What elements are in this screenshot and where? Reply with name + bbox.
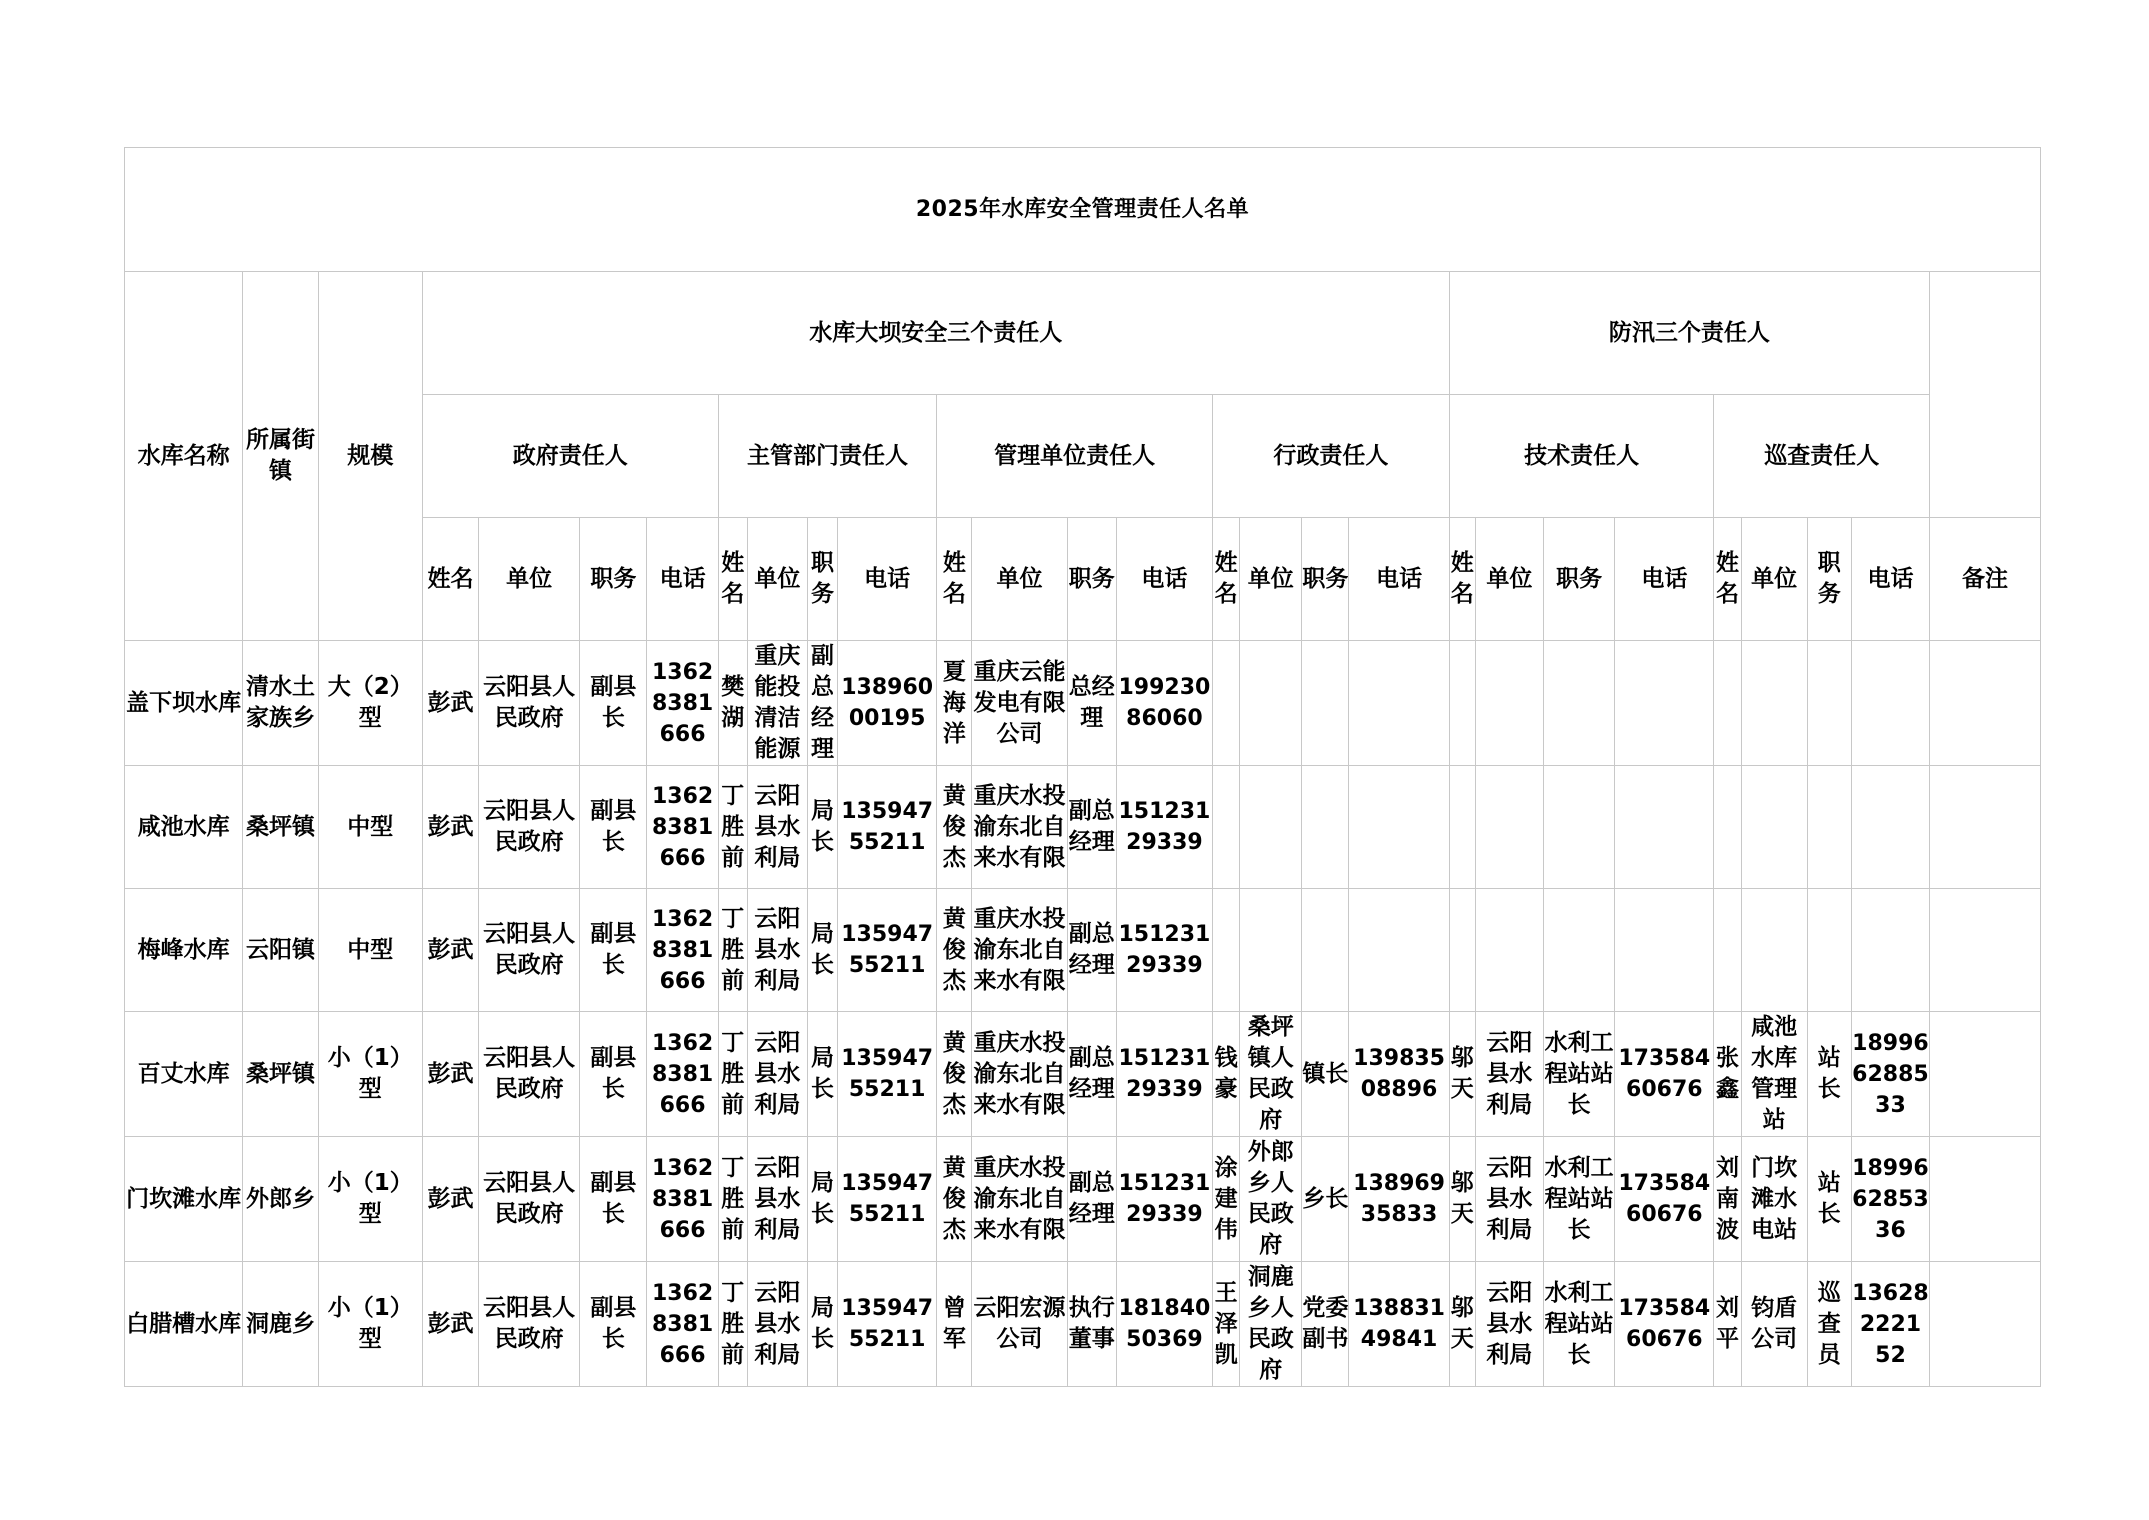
mgmt-post-cell: 副总经理 [1067,1137,1116,1262]
patrol-phone-cell [1851,889,1929,1012]
mgmt-name-cell: 黄俊杰 [937,766,972,889]
dept-name-cell: 丁胜前 [718,1262,747,1387]
tech-phone-cell: 17358460676 [1615,1012,1714,1137]
town-cell: 外郎乡 [243,1137,318,1262]
gov-post-cell: 副县长 [580,766,647,889]
patrol-post-cell [1807,641,1851,766]
tech-name-cell: 邬天 [1449,1262,1475,1387]
admin-name-cell: 钱豪 [1213,1012,1240,1137]
mgmt-phone-cell: 15123129339 [1116,766,1212,889]
tech-name-cell [1449,766,1475,889]
dept-phone-cell: 13594755211 [838,1137,937,1262]
header-dept: 主管部门责任人 [718,395,937,518]
gov-name-cell: 彭武 [422,889,478,1012]
mgmt-unit-cell: 重庆水投渝东北自来水有限 [972,766,1067,889]
dept-unit-cell: 重庆能投清洁能源 [747,641,807,766]
dept-unit-cell: 云阳县水利局 [747,766,807,889]
mgmt-phone-cell: 19923086060 [1116,641,1212,766]
header-tech: 技术责任人 [1449,395,1714,518]
patrol-phone-cell: 136282221 52 [1851,1262,1929,1387]
admin-post-cell [1302,641,1349,766]
table-row [125,889,2041,1012]
dept-phone-cell: 13594755211 [838,889,937,1012]
gov-phone-cell: 13628381666 [647,1262,718,1387]
tech-name-cell: 邬天 [1449,1137,1475,1262]
mgmt-phone-cell: 18184050369 [1116,1262,1212,1387]
mgmt-post-cell: 副总经理 [1067,889,1116,1012]
reservoir-name-cell: 梅峰水库 [125,889,243,1012]
dept-name-cell: 樊湖 [718,641,747,766]
table-row [125,1262,2041,1387]
patrol-unit-cell: 钧盾公司 [1741,1262,1807,1387]
admin-post-cell [1302,766,1349,889]
patrol-unit-cell [1741,889,1807,1012]
patrol-name-cell: 张鑫 [1714,1012,1741,1137]
reservoir-name-cell: 咸池水库 [125,766,243,889]
header-admin-unit: 单位 [1240,518,1302,641]
tech-unit-cell [1475,766,1543,889]
tech-phone-cell [1615,641,1714,766]
admin-unit-cell: 桑坪镇人民政府 [1240,1012,1302,1137]
scale-cell: 小（1）型 [318,1262,422,1387]
patrol-post-cell [1807,889,1851,1012]
header-tech-name: 姓名 [1449,518,1475,641]
admin-phone-cell: 13983508896 [1349,1012,1449,1137]
header-admin: 行政责任人 [1213,395,1450,518]
patrol-unit-cell: 门坎滩水电站 [1741,1137,1807,1262]
patrol-post-cell: 站长 [1807,1137,1851,1262]
remark-cell [1930,1012,2041,1137]
town-cell: 桑坪镇 [243,1012,318,1137]
remark-cell [1930,1137,2041,1262]
header-reservoir: 水库名称 [125,272,243,641]
header-admin-post: 职务 [1302,518,1349,641]
admin-name-cell [1213,889,1240,1012]
tech-post-cell: 水利工程站站长 [1543,1137,1614,1262]
admin-unit-cell: 外郎乡人民政府 [1240,1137,1302,1262]
scale-cell: 大（2）型 [318,641,422,766]
header-mgmt: 管理单位责任人 [937,395,1213,518]
reservoir-name-cell: 盖下坝水库 [125,641,243,766]
mgmt-post-cell: 副总经理 [1067,1012,1116,1137]
mgmt-name-cell: 夏海洋 [937,641,972,766]
mgmt-name-cell: 黄俊杰 [937,1137,972,1262]
remark-cell [1930,889,2041,1012]
header-gov: 政府责任人 [422,395,718,518]
header-admin-name: 姓名 [1213,518,1240,641]
mgmt-post-cell: 副总经理 [1067,766,1116,889]
scale-cell: 小（1）型 [318,1137,422,1262]
admin-phone-cell [1349,766,1449,889]
tech-unit-cell: 云阳县水利局 [1475,1137,1543,1262]
gov-unit-cell: 云阳县人民政府 [479,1012,580,1137]
tech-unit-cell [1475,889,1543,1012]
table-row [125,1137,2041,1262]
patrol-unit-cell [1741,766,1807,889]
mgmt-unit-cell: 重庆水投渝东北自来水有限 [972,1137,1067,1262]
tech-post-cell [1543,641,1614,766]
dept-post-cell: 局长 [807,766,837,889]
scale-cell: 小（1）型 [318,1012,422,1137]
dept-name-cell: 丁胜前 [718,1137,747,1262]
header-town: 所属街镇 [243,272,318,641]
dept-post-cell: 局长 [807,1262,837,1387]
tech-post-cell [1543,889,1614,1012]
gov-name-cell: 彭武 [422,1012,478,1137]
gov-phone-cell: 13628381666 [647,641,718,766]
admin-phone-cell [1349,889,1449,1012]
tech-unit-cell: 云阳县水利局 [1475,1012,1543,1137]
town-cell: 洞鹿乡 [243,1262,318,1387]
gov-phone-cell: 13628381666 [647,889,718,1012]
mgmt-unit-cell: 重庆云能发电有限公司 [972,641,1067,766]
header-remark-blank [1930,272,2041,518]
header-gov-post: 职务 [580,518,647,641]
header-tech-unit: 单位 [1475,518,1543,641]
gov-name-cell: 彭武 [422,1137,478,1262]
tech-phone-cell: 17358460676 [1615,1262,1714,1387]
tech-post-cell: 水利工程站站长 [1543,1262,1614,1387]
header-gov-name: 姓名 [422,518,478,641]
dept-phone-cell: 13594755211 [838,1012,937,1137]
mgmt-name-cell: 曾军 [937,1262,972,1387]
admin-unit-cell [1240,641,1302,766]
admin-name-cell: 王泽凯 [1213,1262,1240,1387]
patrol-phone-cell: 189966288533 [1851,1012,1929,1137]
admin-post-cell: 镇长 [1302,1012,1349,1137]
header-patrol: 巡查责任人 [1714,395,1930,518]
dept-unit-cell: 云阳县水利局 [747,1262,807,1387]
header-dept-phone: 电话 [838,518,937,641]
admin-phone-cell: 13896935833 [1349,1137,1449,1262]
admin-post-cell: 党委副书 [1302,1262,1349,1387]
header-mgmt-post: 职务 [1067,518,1116,641]
dept-unit-cell: 云阳县水利局 [747,1137,807,1262]
header-tech-post: 职务 [1543,518,1614,641]
mgmt-phone-cell: 15123129339 [1116,1012,1212,1137]
dept-phone-cell: 13896000195 [838,641,937,766]
mgmt-post-cell: 执行董事 [1067,1262,1116,1387]
remark-cell [1930,1262,2041,1387]
admin-unit-cell: 洞鹿乡人民政府 [1240,1262,1302,1387]
admin-phone-cell: 13883149841 [1349,1262,1449,1387]
mgmt-name-cell: 黄俊杰 [937,889,972,1012]
dept-name-cell: 丁胜前 [718,766,747,889]
gov-unit-cell: 云阳县人民政府 [479,766,580,889]
gov-post-cell: 副县长 [580,641,647,766]
tech-post-cell: 水利工程站站长 [1543,1012,1614,1137]
patrol-phone-cell: 189966285336 [1851,1137,1929,1262]
gov-unit-cell: 云阳县人民政府 [479,641,580,766]
tech-post-cell [1543,766,1614,889]
gov-post-cell: 副县长 [580,1137,647,1262]
header-flood-group: 防汛三个责任人 [1449,272,1929,395]
mgmt-name-cell: 黄俊杰 [937,1012,972,1137]
admin-unit-cell [1240,766,1302,889]
patrol-phone-cell [1851,641,1929,766]
town-cell: 云阳镇 [243,889,318,1012]
patrol-name-cell: 刘南波 [1714,1137,1741,1262]
header-tech-phone: 电话 [1615,518,1714,641]
gov-phone-cell: 13628381666 [647,1137,718,1262]
mgmt-phone-cell: 15123129339 [1116,1137,1212,1262]
table-row [125,641,2041,766]
dept-unit-cell: 云阳县水利局 [747,1012,807,1137]
dept-unit-cell: 云阳县水利局 [747,889,807,1012]
header-patrol-unit: 单位 [1741,518,1807,641]
dept-name-cell: 丁胜前 [718,1012,747,1137]
admin-unit-cell [1240,889,1302,1012]
admin-name-cell [1213,641,1240,766]
header-scale: 规模 [318,272,422,641]
header-mgmt-unit: 单位 [972,518,1067,641]
remark-cell [1930,641,2041,766]
dept-name-cell: 丁胜前 [718,889,747,1012]
mgmt-phone-cell: 15123129339 [1116,889,1212,1012]
header-gov-unit: 单位 [479,518,580,641]
patrol-name-cell [1714,641,1741,766]
header-gov-phone: 电话 [647,518,718,641]
patrol-name-cell [1714,889,1741,1012]
admin-post-cell [1302,889,1349,1012]
header-remark: 备注 [1930,518,2041,641]
header-mgmt-phone: 电话 [1116,518,1212,641]
dept-post-cell: 局长 [807,1137,837,1262]
patrol-post-cell: 站长 [1807,1012,1851,1137]
admin-name-cell: 涂建伟 [1213,1137,1240,1262]
mgmt-post-cell: 总经理 [1067,641,1116,766]
gov-post-cell: 副县长 [580,1262,647,1387]
tech-phone-cell: 17358460676 [1615,1137,1714,1262]
header-dept-unit: 单位 [747,518,807,641]
gov-unit-cell: 云阳县人民政府 [479,889,580,1012]
scale-cell: 中型 [318,889,422,1012]
header-mgmt-name: 姓名 [937,518,972,641]
patrol-unit-cell [1741,641,1807,766]
dept-post-cell: 局长 [807,1012,837,1137]
patrol-name-cell [1714,766,1741,889]
gov-phone-cell: 13628381666 [647,1012,718,1137]
header-patrol-post: 职务 [1807,518,1851,641]
gov-name-cell: 彭武 [422,1262,478,1387]
header-patrol-name: 姓名 [1714,518,1741,641]
responsibility-table [124,147,2041,1387]
gov-post-cell: 副县长 [580,889,647,1012]
gov-unit-cell: 云阳县人民政府 [479,1137,580,1262]
gov-phone-cell: 13628381666 [647,766,718,889]
tech-name-cell: 邬天 [1449,1012,1475,1137]
admin-phone-cell [1349,641,1449,766]
dept-phone-cell: 13594755211 [838,766,937,889]
mgmt-unit-cell: 云阳宏源公司 [972,1262,1067,1387]
mgmt-unit-cell: 重庆水投渝东北自来水有限 [972,1012,1067,1137]
reservoir-name-cell: 百丈水库 [125,1012,243,1137]
town-cell: 桑坪镇 [243,766,318,889]
page-title: 2025年水库安全管理责任人名单 [125,148,2041,272]
dept-post-cell: 局长 [807,889,837,1012]
reservoir-name-cell: 白腊槽水库 [125,1262,243,1387]
header-dam-group: 水库大坝安全三个责任人 [422,272,1449,395]
patrol-name-cell: 刘平 [1714,1262,1741,1387]
gov-name-cell: 彭武 [422,766,478,889]
header-admin-phone: 电话 [1349,518,1449,641]
gov-post-cell: 副县长 [580,1012,647,1137]
tech-name-cell [1449,641,1475,766]
gov-unit-cell: 云阳县人民政府 [479,1262,580,1387]
admin-name-cell [1213,766,1240,889]
tech-unit-cell: 云阳县水利局 [1475,1262,1543,1387]
table-row [125,1012,2041,1137]
remark-cell [1930,766,2041,889]
header-dept-post: 职务 [807,518,837,641]
header-patrol-phone: 电话 [1851,518,1929,641]
dept-post-cell: 副总经理 [807,641,837,766]
town-cell: 清水土家族乡 [243,641,318,766]
tech-phone-cell [1615,889,1714,1012]
patrol-phone-cell [1851,766,1929,889]
table-row [125,766,2041,889]
patrol-unit-cell: 咸池水库管理站 [1741,1012,1807,1137]
gov-name-cell: 彭武 [422,641,478,766]
patrol-post-cell [1807,766,1851,889]
tech-name-cell [1449,889,1475,1012]
dept-phone-cell: 13594755211 [838,1262,937,1387]
table-body [125,641,2041,1387]
patrol-post-cell: 巡查员 [1807,1262,1851,1387]
reservoir-name-cell: 门坎滩水库 [125,1137,243,1262]
tech-unit-cell [1475,641,1543,766]
tech-phone-cell [1615,766,1714,889]
header-dept-name: 姓名 [718,518,747,641]
mgmt-unit-cell: 重庆水投渝东北自来水有限 [972,889,1067,1012]
admin-post-cell: 乡长 [1302,1137,1349,1262]
scale-cell: 中型 [318,766,422,889]
